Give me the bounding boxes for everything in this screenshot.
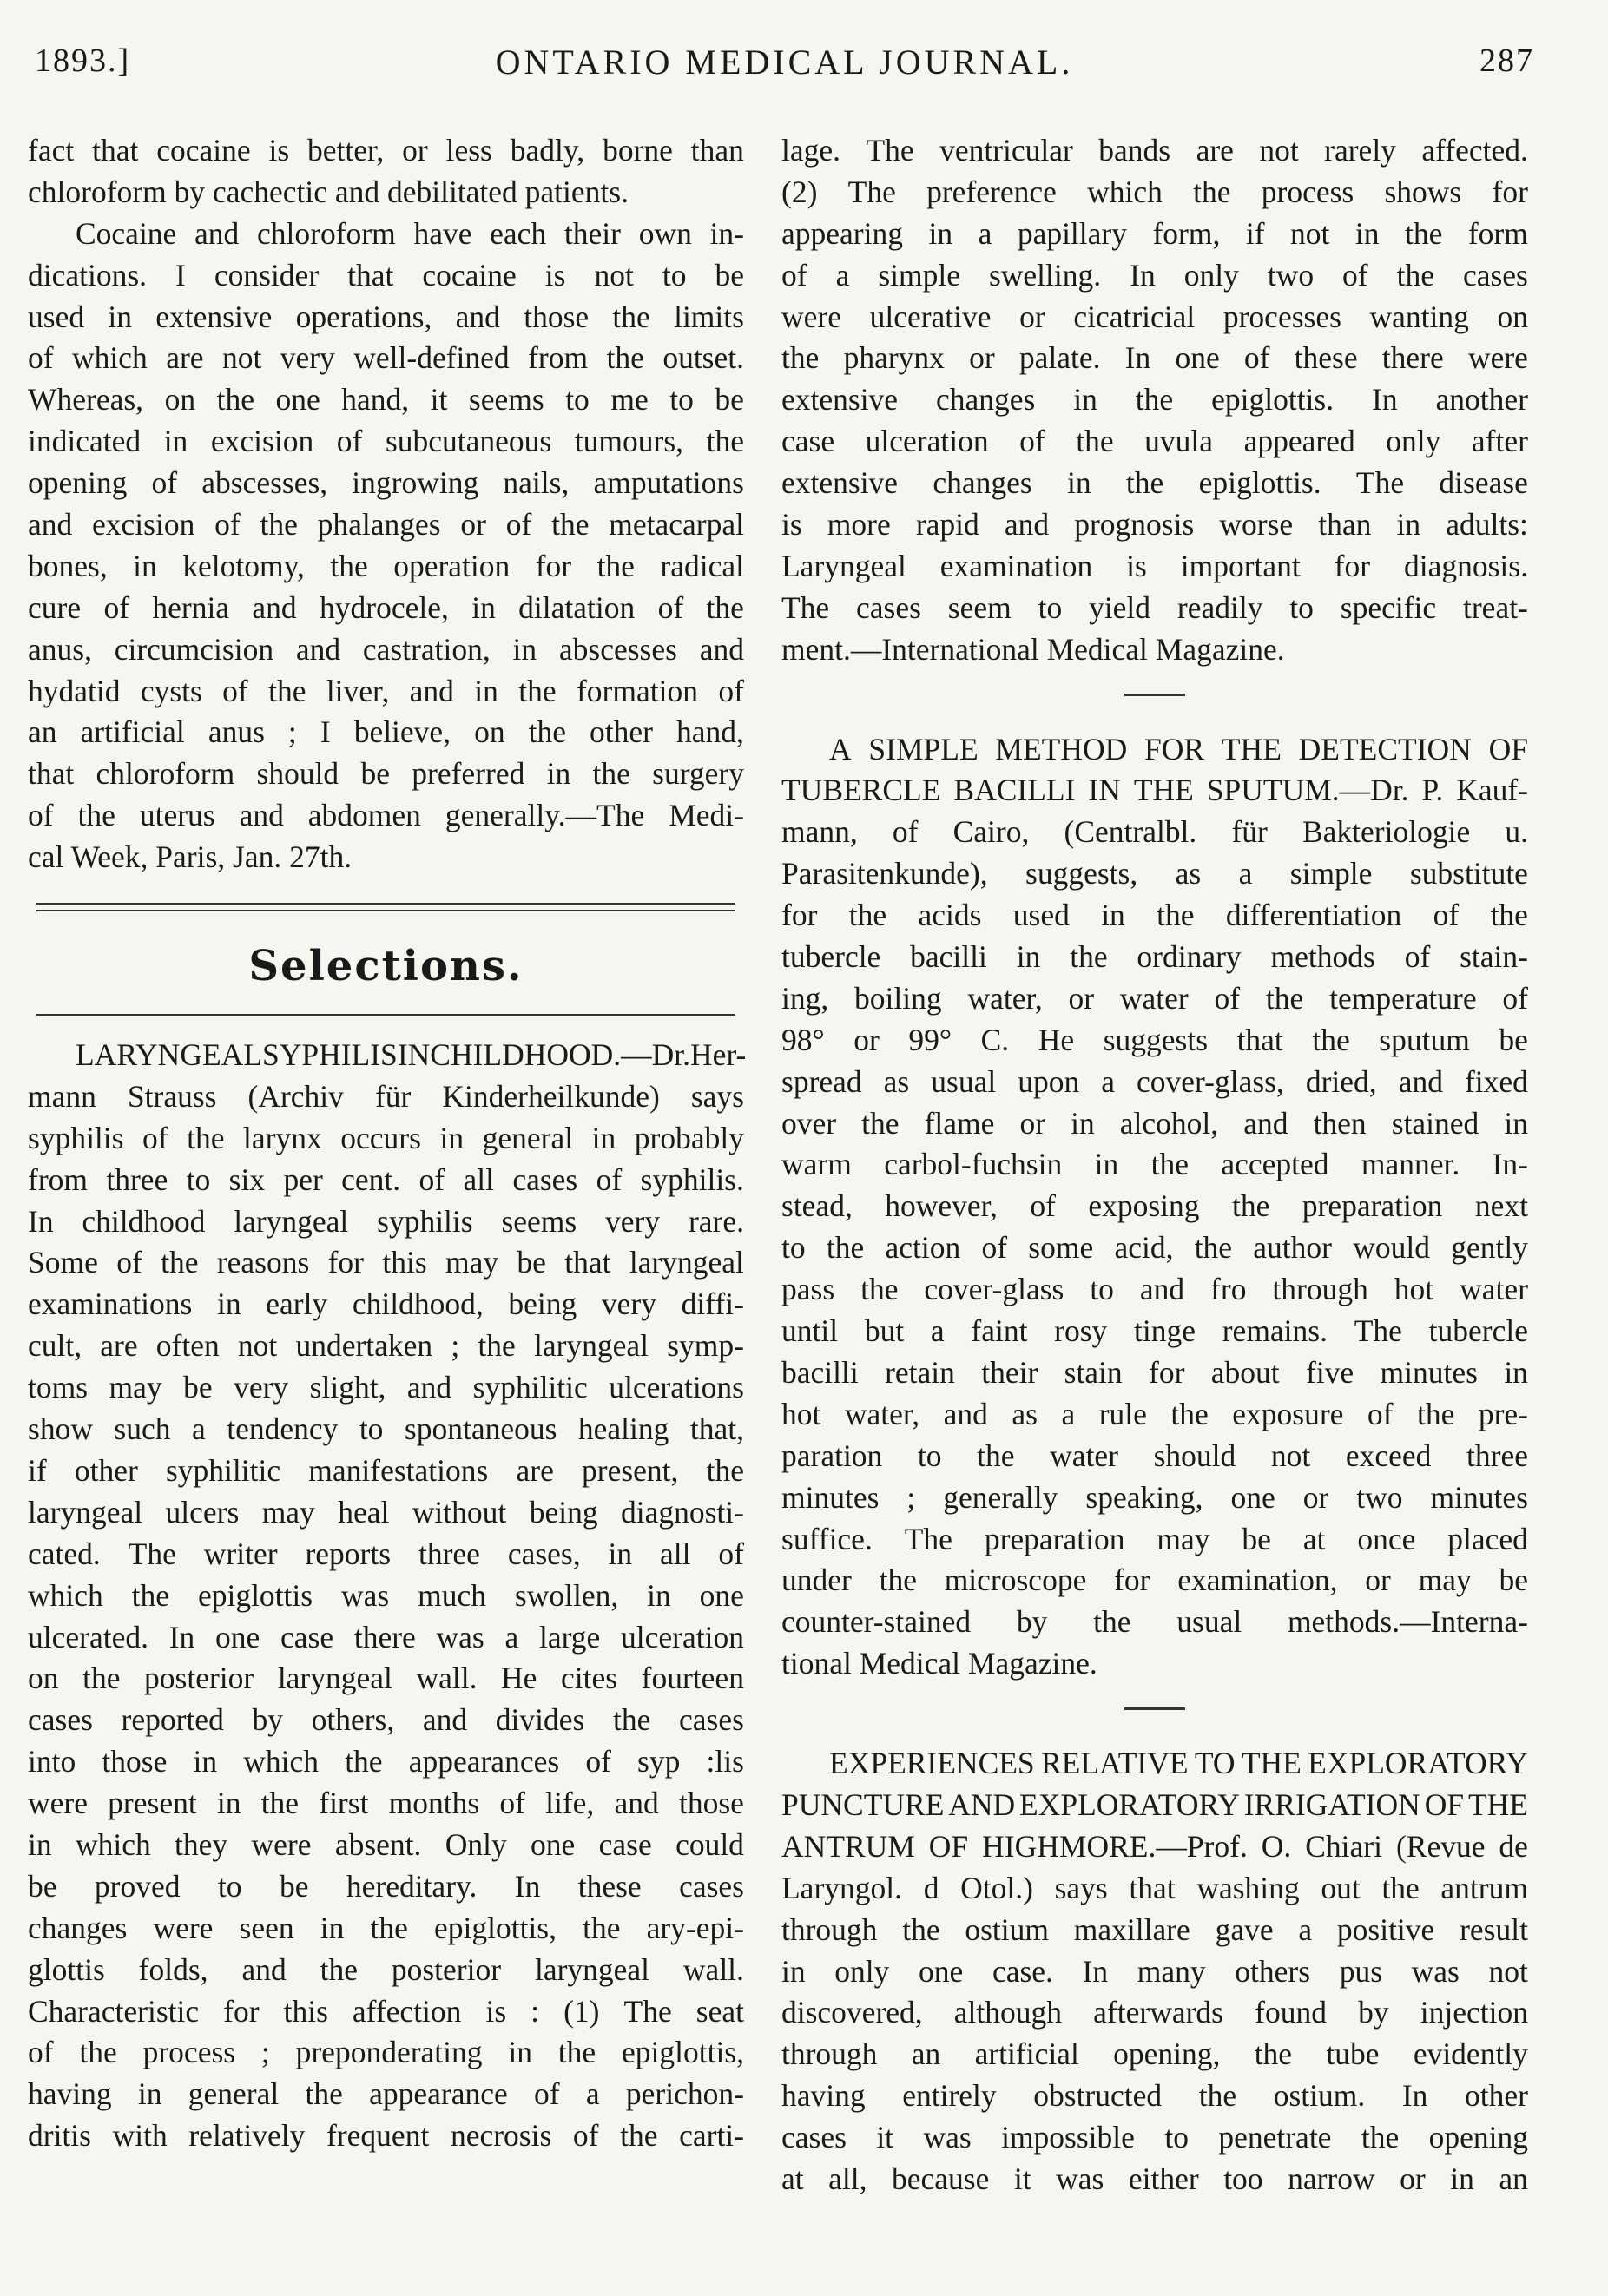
header-year: 1893.] bbox=[35, 43, 131, 79]
text-line: glottis folds, and the posterior laryngeal wall. bbox=[28, 1951, 744, 1987]
text-line: LARYNGEAL SYPHILIS IN CHILDHOOD.—Dr. Her- bbox=[76, 1037, 747, 1073]
text-line: Parasitenkunde), suggests, as a simple substitute bbox=[781, 856, 1528, 891]
selections-heading: Selections. bbox=[248, 942, 524, 991]
text-line: cult, are often not undertaken ; the laryngeal symp- bbox=[28, 1328, 744, 1364]
text-line: of the process ; preponderating in the epiglottis, bbox=[28, 2035, 744, 2070]
text-line: tional Medical Magazine. bbox=[781, 1646, 1097, 1681]
text-line: cases reported by others, and divides the cases bbox=[28, 1702, 744, 1738]
text-line: ulcerated. In one case there was a large ulceration bbox=[28, 1619, 744, 1655]
text-line: indicated in excision of subcutaneous tumours, the bbox=[28, 424, 744, 459]
text-line: cases it was impossible to penetrate the opening bbox=[781, 2120, 1528, 2155]
text-line: extensive changes in the epiglottis. In another bbox=[781, 382, 1528, 418]
text-line: having in general the appearance of a perichon- bbox=[28, 2076, 744, 2112]
text-line: (2) The preference which the process shows for bbox=[781, 174, 1528, 209]
text-line: suffice. The preparation may be at once placed bbox=[781, 1521, 1528, 1556]
text-line: to the action of some acid, the author would gently bbox=[781, 1230, 1528, 1266]
left-column bbox=[28, 130, 747, 2157]
text-line: through an artificial opening, the tube evidently bbox=[781, 2036, 1528, 2072]
text-line: A SIMPLE METHOD FOR THE DETECTION OF bbox=[829, 731, 1528, 766]
text-line: cal Week, Paris, Jan. 27th. bbox=[28, 839, 353, 875]
text-line: lage. The ventricular bands are not rarely affected. bbox=[781, 133, 1528, 168]
text-line: stead, however, of exposing the preparation next bbox=[781, 1188, 1528, 1224]
text-line: PUNCTURE AND EXPLORATORY IRRIGATION OF THE bbox=[781, 1786, 1528, 1822]
text-line: in only one case. In many others pus was not bbox=[781, 1953, 1528, 1989]
text-line: were present in the first months of life, and those bbox=[28, 1786, 744, 1821]
text-line: Laryngol. d Otol.) says that washing out the antrum bbox=[781, 1870, 1528, 1905]
text-line: opening of abscesses, ingrowing nails, amputations bbox=[28, 465, 744, 501]
text-line: minutes ; generally speaking, one or two minutes bbox=[781, 1479, 1528, 1515]
text-line: ment.—International Medical Magazine. bbox=[781, 631, 1285, 667]
right-column bbox=[781, 130, 1528, 2201]
text-line: tubercle bacilli in the ordinary methods of stain- bbox=[781, 939, 1528, 975]
text-line: dritis with relatively frequent necrosis of the carti- bbox=[28, 2118, 744, 2154]
text-line: until but a faint rosy tinge remains. The tubercle bbox=[781, 1313, 1528, 1349]
text-line: of a simple swelling. In only two of the cases bbox=[781, 257, 1528, 293]
text-line: the pharynx or palate. In one of these there were bbox=[781, 340, 1528, 376]
text-line: fact that cocaine is better, or less badly, borne than bbox=[28, 133, 744, 168]
text-line: if other syphilitic manifestations are present, the bbox=[28, 1452, 744, 1488]
text-line: bones, in kelotomy, the operation for the radical bbox=[28, 548, 744, 583]
text-line: for the acids used in the differentiation of the bbox=[781, 898, 1528, 933]
text-line: Whereas, on the one hand, it seems to me to be bbox=[28, 382, 744, 418]
text-line: appearing in a papillary form, if not in the form bbox=[781, 215, 1528, 251]
text-line: over the flame or in alcohol, and then stained in bbox=[781, 1105, 1528, 1141]
text-line: Some of the reasons for this may be that laryngeal bbox=[28, 1245, 744, 1280]
text-line: warm carbol-fuchsin in the accepted manner. In- bbox=[781, 1147, 1528, 1182]
text-line: that chloroform should be preferred in the surgery bbox=[28, 756, 744, 792]
text-line: from three to six per cent. of all cases of syphilis. bbox=[28, 1161, 744, 1197]
text-line: show such a tendency to spontaneous healing that, bbox=[28, 1411, 744, 1447]
text-line: examinations in early childhood, being very diffi- bbox=[28, 1286, 744, 1322]
text-line: cated. The writer reports three cases, in all of bbox=[28, 1536, 744, 1571]
text-line: 98° or 99° C. He suggests that the sputum be bbox=[781, 1022, 1528, 1057]
text-line: is more rapid and prognosis worse than in adults: bbox=[781, 507, 1528, 543]
article-separator-1 bbox=[1124, 694, 1185, 696]
text-line: Characteristic for this affection is : (1) The seat bbox=[28, 1993, 744, 2029]
article-laryngeal-syphilis bbox=[28, 1035, 747, 2157]
article-laryngeal-syphilis-continued bbox=[781, 130, 1528, 671]
left-paragraph-2 bbox=[28, 214, 744, 878]
header-page-number: 287 bbox=[1479, 43, 1534, 79]
text-line: In childhood laryngeal syphilis seems very rare. bbox=[28, 1203, 744, 1239]
text-line: syphilis of the larynx occurs in general in probably bbox=[28, 1120, 744, 1155]
article-tubercle-bacilli bbox=[781, 729, 1528, 1685]
text-line: discovered, although afterwards found by injection bbox=[781, 1995, 1528, 2030]
text-line: were ulcerative or cicatricial processes wanting on bbox=[781, 299, 1528, 334]
text-line: hydatid cysts of the liver, and in the formation of bbox=[28, 673, 744, 708]
text-line: extensive changes in the epiglottis. The disease bbox=[781, 465, 1528, 501]
section-divider bbox=[28, 898, 744, 920]
text-line: ing, boiling water, or water of the temperature of bbox=[781, 980, 1528, 1016]
text-line: of the uterus and abdomen generally.—The Medi- bbox=[28, 798, 744, 833]
heading-rule bbox=[36, 1014, 735, 1016]
running-header bbox=[35, 36, 1534, 89]
text-line: on the posterior laryngeal wall. He cites fourteen bbox=[28, 1661, 744, 1696]
text-line: used in extensive operations, and those the limits bbox=[28, 299, 744, 334]
text-line: hot water, and as a rule the exposure of the pre- bbox=[781, 1396, 1528, 1431]
article-antrum-highmore bbox=[781, 1743, 1528, 2201]
text-line: case ulceration of the uvula appeared only after bbox=[781, 424, 1528, 459]
text-line: which the epiglottis was much swollen, in one bbox=[28, 1577, 744, 1613]
text-line: paration to the water should not exceed three bbox=[781, 1437, 1528, 1473]
text-line: in which they were absent. Only one case could bbox=[28, 1826, 744, 1862]
text-line: Laryngeal examination is important for diagnosis. bbox=[781, 548, 1528, 583]
text-line: EXPERIENCES RELATIVE TO THE EXPLORATORY bbox=[829, 1746, 1528, 1781]
text-line: counter-stained by the usual methods.—Interna- bbox=[781, 1604, 1528, 1640]
text-line: TUBERCLE BACILLI IN THE SPUTUM.—Dr. P. Kauf- bbox=[781, 773, 1528, 808]
text-line: Cocaine and chloroform have each their own in- bbox=[76, 215, 744, 251]
text-line: and excision of the phalanges or of the metacarpal bbox=[28, 507, 744, 543]
text-line: dications. I consider that cocaine is not to be bbox=[28, 257, 744, 293]
text-line: The cases seem to yield readily to specific treat- bbox=[781, 589, 1528, 625]
text-line: changes were seen in the epiglottis, the ary-epi- bbox=[28, 1910, 744, 1945]
text-line: be proved to be hereditary. In these cases bbox=[28, 1868, 744, 1904]
text-line: of which are not very well-defined from the outset. bbox=[28, 340, 744, 376]
text-line: under the microscope for examination, or may be bbox=[781, 1562, 1528, 1598]
text-line: pass the cover-glass to and fro through hot water bbox=[781, 1272, 1528, 1307]
text-line: having entirely obstructed the ostium. In other bbox=[781, 2078, 1528, 2114]
text-line: chloroform by cachectic and debilitated patients. bbox=[28, 174, 629, 209]
article-separator-2 bbox=[1124, 1707, 1185, 1710]
text-line: bacilli retain their stain for about five minutes in bbox=[781, 1354, 1528, 1390]
left-paragraph-1 bbox=[28, 130, 744, 214]
text-line: spread as usual upon a cover-glass, dried, and fixed bbox=[781, 1063, 1528, 1099]
text-line: laryngeal ulcers may heal without being diagnosti- bbox=[28, 1494, 744, 1530]
text-line: an artificial anus ; I believe, on the other hand, bbox=[28, 714, 744, 750]
text-line: cure of hernia and hydrocele, in dilatation of the bbox=[28, 589, 744, 625]
text-line: into those in which the appearances of syp :lis bbox=[28, 1744, 744, 1780]
header-journal-title: ONTARIO MEDICAL JOURNAL. bbox=[495, 43, 1074, 82]
text-line: mann Strauss (Archiv für Kinderheilkunde) says bbox=[28, 1078, 744, 1114]
text-line: ANTRUM OF HIGHMORE.—Prof. O. Chiari (Revue de bbox=[781, 1828, 1528, 1864]
text-line: through the ostium maxillare gave a positive result bbox=[781, 1911, 1528, 1947]
text-line: anus, circumcision and castration, in abscesses and bbox=[28, 631, 744, 667]
text-line: toms may be very slight, and syphilitic ulcerations bbox=[28, 1370, 744, 1405]
text-line: mann, of Cairo, (Centralbl. für Bakteriologie u. bbox=[781, 814, 1528, 850]
text-line: at all, because it was either too narrow or in an bbox=[781, 2161, 1528, 2196]
